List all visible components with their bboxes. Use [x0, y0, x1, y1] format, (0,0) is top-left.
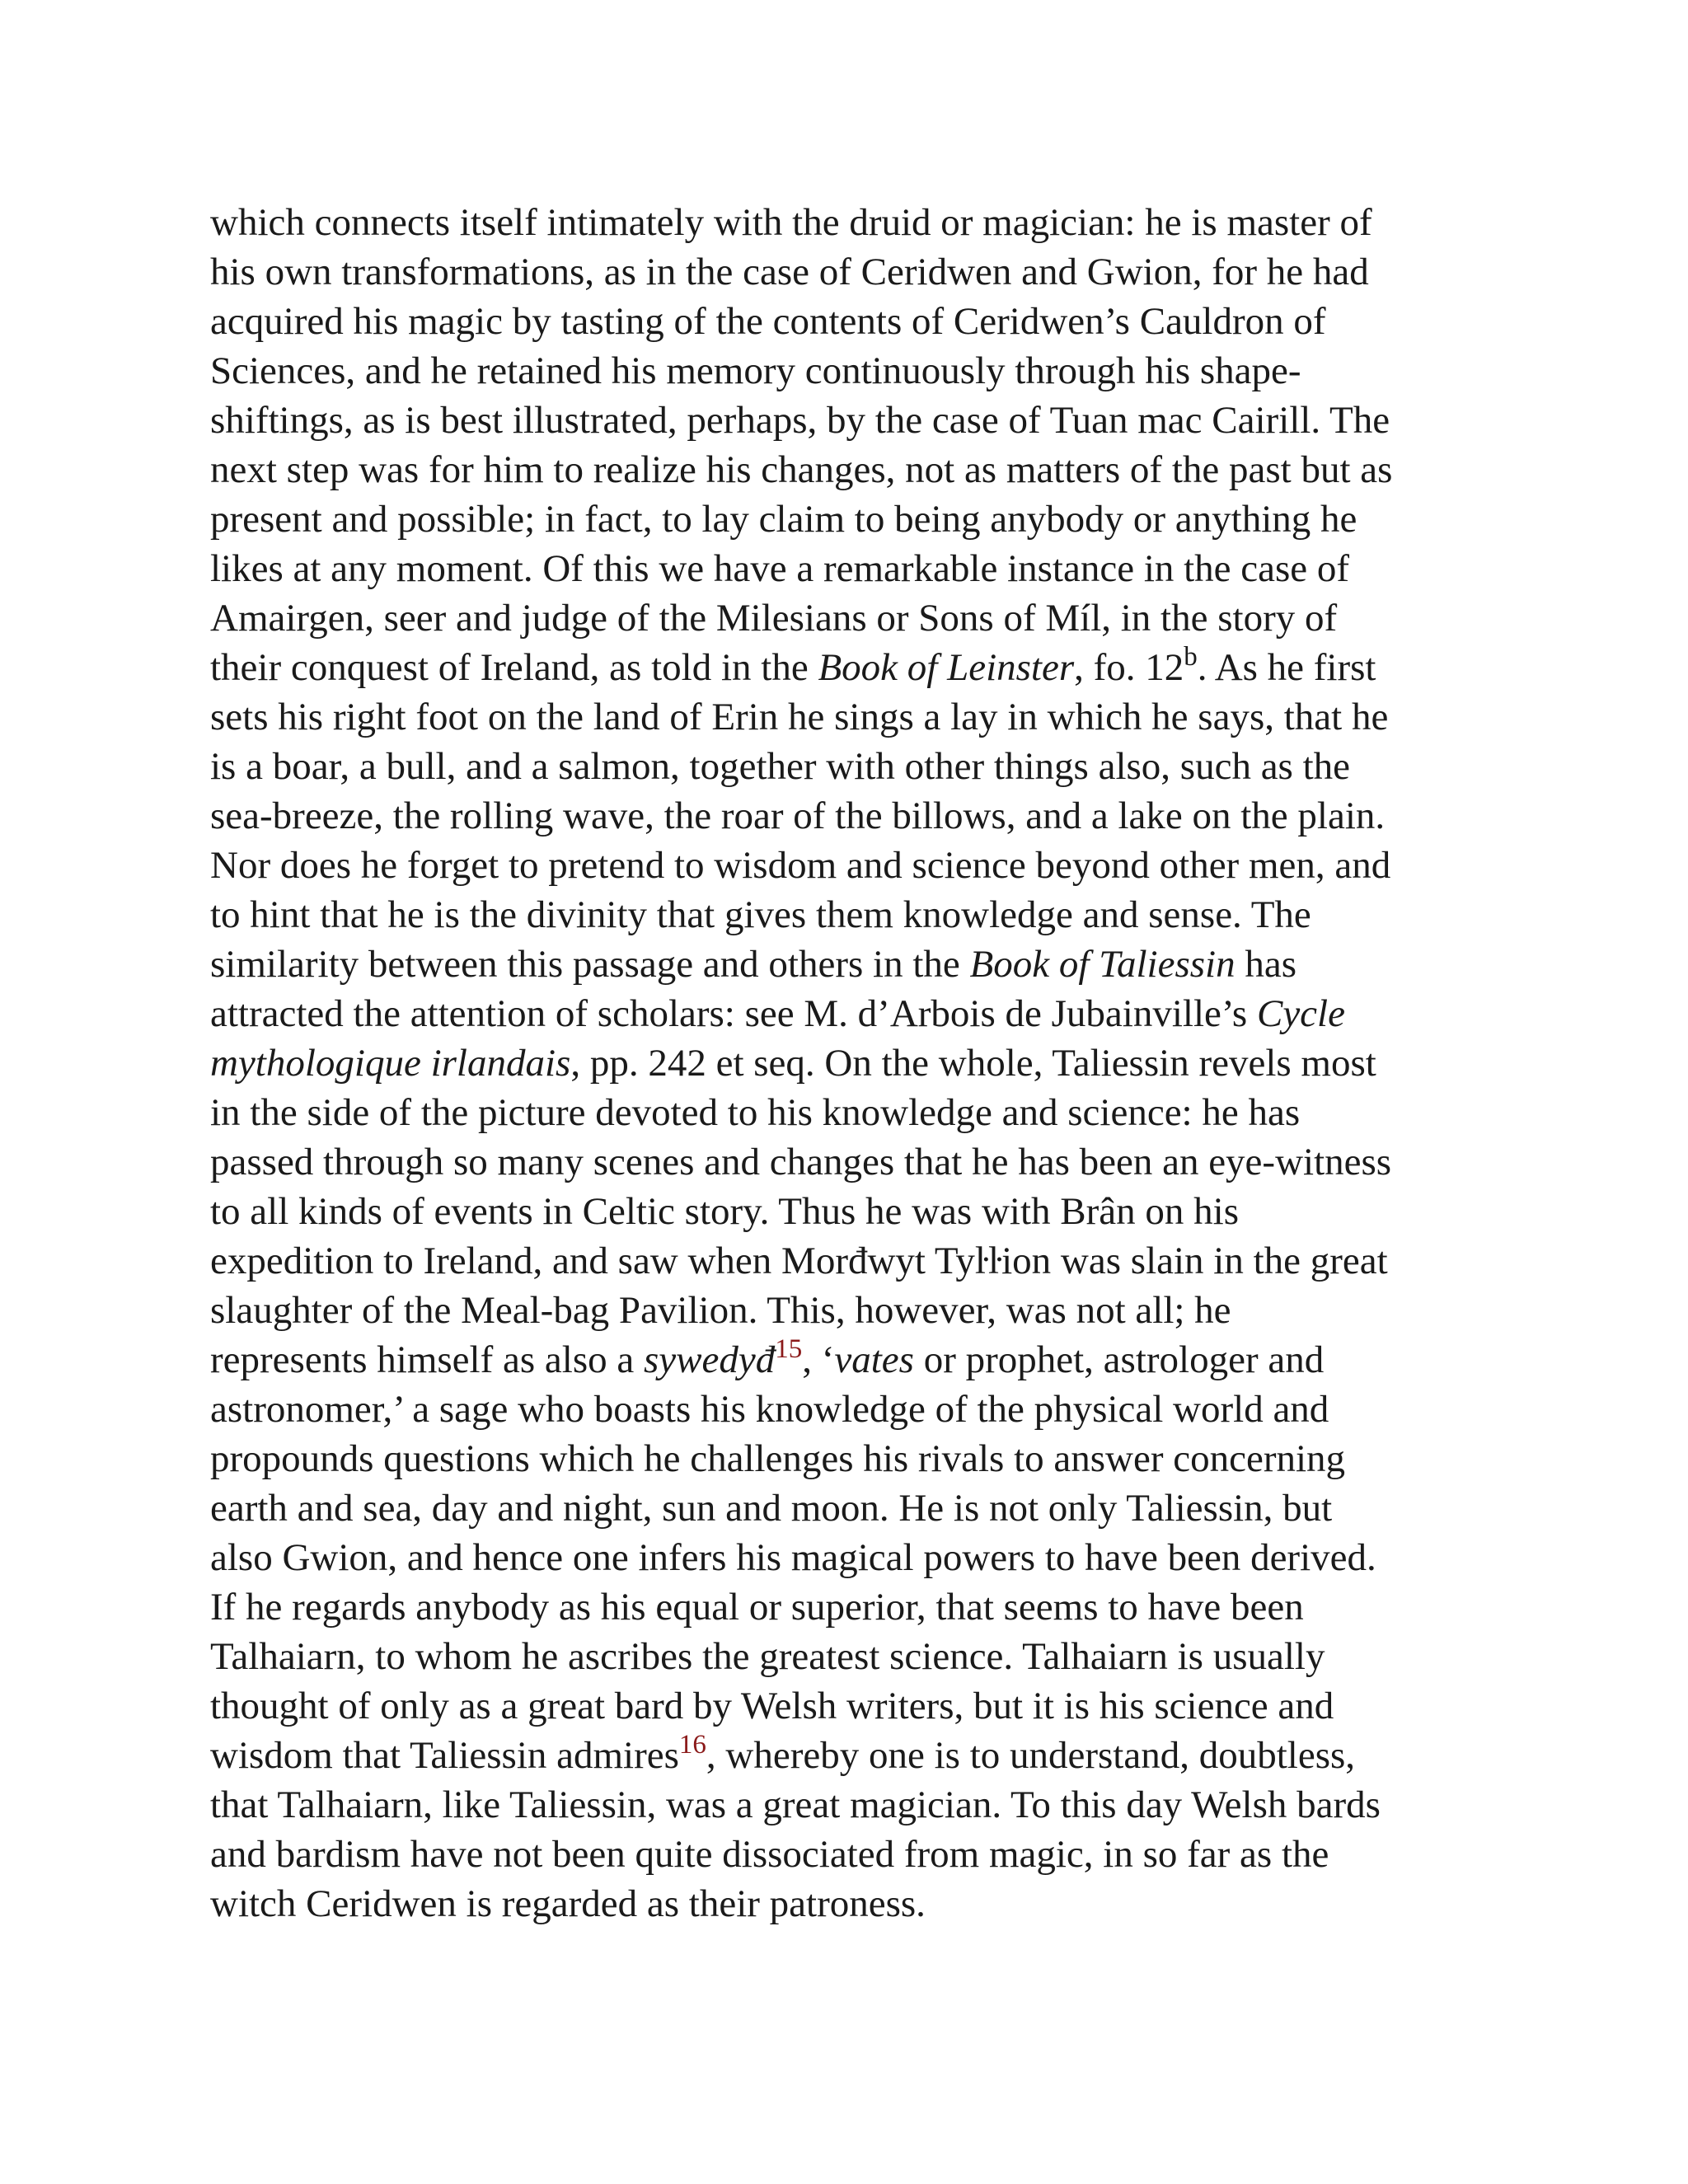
text-line: is a boar, a bull, and a salmon, together with other things also, such as the — [210, 745, 1351, 788]
text-run: attracted the attention of scholars: see M. d’Arbois de Jubainville’s — [210, 992, 1257, 1035]
text-line: also Gwion, and hence one infers his magical powers to have been derived. — [210, 1536, 1376, 1579]
text-line: slaughter of the Meal-bag Pavilion. This, however, was not all; he — [210, 1289, 1231, 1332]
text-run: , pp. 242 et seq. On the whole, Taliessin revels most — [570, 1042, 1376, 1085]
text-run: , ‘ — [802, 1338, 835, 1381]
text-line: shiftings, as is best illustrated, perhaps, by the case of Tuan mac Cairill. The — [210, 399, 1390, 442]
latin-term: vates — [834, 1338, 914, 1381]
text-line: his own transformations, as in the case of Ceridwen and Gwion, for he had — [210, 251, 1369, 293]
text-line: If he regards anybody as his equal or superior, that seems to have been — [210, 1586, 1304, 1629]
text-line: to all kinds of events in Celtic story. Thus he was with Brân on his — [210, 1190, 1239, 1233]
text-line — [210, 989, 1479, 1038]
text-run: wisdom that Taliessin admires — [210, 1734, 679, 1777]
text-run: similarity between this passage and others in the — [210, 943, 970, 986]
text-line: likes at any moment. Of this we have a remarkable instance in the case of — [210, 547, 1350, 590]
page-body — [210, 198, 1479, 1929]
text-line: thought of only as a great bard by Welsh writers, but it is his science and — [210, 1685, 1334, 1727]
text-run: . As he first — [1197, 646, 1376, 689]
text-line — [210, 1038, 1479, 1088]
text-line: that Talhaiarn, like Taliessin, was a great magician. To this day Welsh bards — [210, 1783, 1381, 1826]
text-line: Talhaiarn, to whom he ascribes the greatest science. Talhaiarn is usually — [210, 1635, 1325, 1678]
text-line: earth and sea, day and night, sun and moon. He is not only Taliessin, but — [210, 1487, 1333, 1530]
text-line: witch Ceridwen is regarded as their patroness. — [210, 1882, 926, 1925]
text-line — [210, 643, 1479, 692]
text-line: expedition to Ireland, and saw when Morđwyt Tyŀŀion was slain in the great — [210, 1240, 1388, 1282]
text-line: astronomer,’ a sage who boasts his knowledge of the physical world and — [210, 1388, 1329, 1431]
text-line: Amairgen, seer and judge of the Milesians or Sons of Míl, in the story of — [210, 597, 1338, 640]
text-run: , whereby one is to understand, doubtless, — [706, 1734, 1356, 1777]
footnote-link-15[interactable]: 15 — [775, 1334, 803, 1364]
text-run: represents himself as also a — [210, 1338, 644, 1381]
text-line: and bardism have not been quite dissociated from magic, in so far as the — [210, 1833, 1329, 1876]
text-line: passed through so many scenes and changes that he has been an eye-witness — [210, 1141, 1392, 1183]
text-line: sea-breeze, the rolling wave, the roar of the billows, and a lake on the plain. — [210, 794, 1386, 837]
text-line: Nor does he forget to pretend to wisdom and science beyond other men, and — [210, 844, 1391, 887]
text-line: acquired his magic by tasting of the contents of Ceridwen’s Cauldron of — [210, 300, 1326, 343]
book-title: Book of Taliessin — [969, 943, 1236, 986]
text-line — [210, 1335, 1479, 1385]
folio-superscript: b — [1184, 642, 1198, 672]
text-line: next step was for him to realize his changes, not as matters of the past but as — [210, 448, 1393, 491]
text-line: to hint that he is the divinity that gives them knowledge and sense. The — [210, 893, 1311, 936]
text-line: propounds questions which he challenges his rivals to answer concerning — [210, 1437, 1346, 1480]
text-run: has — [1235, 943, 1296, 986]
text-line: present and possible; in fact, to lay claim to being anybody or anything he — [210, 498, 1357, 541]
text-line — [210, 1731, 1479, 1780]
book-title: mythologique irlandais — [210, 1042, 571, 1085]
book-title: Cycle — [1256, 992, 1345, 1035]
book-title: Book of Leinster — [818, 646, 1075, 689]
text-run: their conquest of Ireland, as told in the — [210, 646, 818, 689]
text-line: in the side of the picture devoted to his knowledge and science: he has — [210, 1091, 1301, 1134]
welsh-term: sywedyđ — [643, 1338, 776, 1381]
text-line: Sciences, and he retained his memory continuously through his shape- — [210, 349, 1301, 392]
text-line — [210, 940, 1479, 989]
text-run: , fo. 12 — [1074, 646, 1184, 689]
footnote-link-16[interactable]: 16 — [678, 1730, 706, 1760]
text-run: or prophet, astrologer and — [913, 1338, 1325, 1381]
text-line: sets his right foot on the land of Erin he sings a lay in which he says, that he — [210, 696, 1389, 738]
text-line: which connects itself intimately with the druid or magician: he is master of — [210, 201, 1372, 244]
